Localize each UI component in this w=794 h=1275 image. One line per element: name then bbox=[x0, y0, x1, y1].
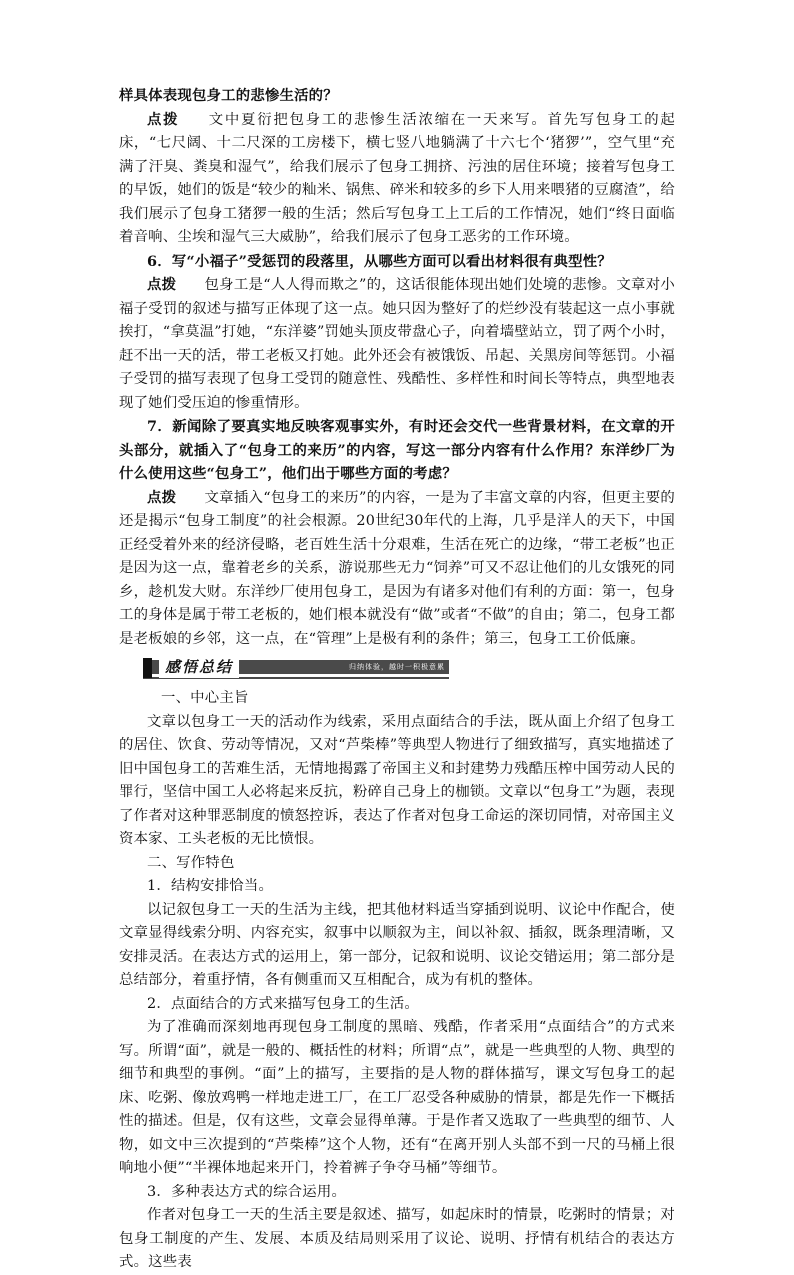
banner-subtitle: 归纳体验，越时一积极意累 bbox=[349, 663, 445, 671]
answer-5-text: 文中夏衍把包身工的悲惨生活浓缩在一天来写。首先写包身工的起床，“七尺阔、十二尺深的工房楼下，横七竖八地躺满了十六七个‘猪猡’”，空气里“充满了汗臭、粪臭和湿气”，给我们展示了包身工拥挤、污浊的居住环境；接着写包身工的早饭，她们的饭是“较少的籼米、锅焦、碎米和较多的乡下人用来喂猪的豆腐渣”，给我们展示了包身工猪猡一般的生活；然后写包身工上工后的工作情况，她们“终日面临着音响、尘埃和湿气三大威胁”，给我们展示了包身工恶劣的工作环境。 bbox=[119, 111, 675, 245]
answer-5 bbox=[119, 108, 675, 250]
feature-2-text: 为了准确而深刻地再现包身工制度的黑暗、残酷，作者采用“点面结合”的方式来写。所谓“面”，就是一般的、概括性的材料；所谓“点”，就是一些典型的人物、典型的细节和典型的事例。“面”上的描写，主要指的是人物的群体描写，课文写包身工的起床、吃粥、像放鸡鸭一样地走进工厂，在工厂忍受各种威胁的情景，都是先作一下概括性的描述。但是，仅有这些，文章会显得单薄。于是作者又选取了一些典型的细节、人物，如文中三次提到的“芦柴棒”这个人物，还有“在离开别人头部不到一尺的马桶上很响地小便”“半裸体地起来开门，拎着裤子争夺马桶”等细节。 bbox=[119, 1019, 675, 1176]
feature-1-heading: 1．结构安排恰当。 bbox=[147, 878, 274, 894]
heading-writing-features: 二、写作特色 bbox=[147, 854, 235, 871]
banner-title: 感悟总结 bbox=[159, 656, 239, 678]
heading-main-idea: 一、中心主旨 bbox=[161, 690, 249, 706]
answer-7-text: 文章插入“包身工的来历”的内容，一是为了丰富文章的内容，但更主要的还是揭示“包身工制度”的社会根源。20世纪30年代的上海，几乎是洋人的天下，中国正经受着外来的经济侵略，老百姓生活十分艰难，生活在死亡的边缘，“带工老板”也正是因为这一点，靠着老乡的关系，游说那些无力“饲养”可又不忍让他们的儿女饿死的同乡，趁机发大财。东洋纱厂使用包身工，是因为有诸多对他们有利的方面：第一，包身工的身体是属于带工老板的，她们根本就没有“做”或者“不做”的自由；第二，包身工都是老板娘的乡邻，这一点，在“管理”上是极有利的条件；第三，包身工工价低廉。 bbox=[119, 489, 675, 647]
answer-7 bbox=[119, 486, 675, 652]
feature-2-heading: 2．点面结合的方式来描写包身工的生活。 bbox=[147, 995, 419, 1012]
hint-tag: 点拨 bbox=[147, 276, 177, 293]
main-idea-text: 文章以包身工一天的活动作为线索，采用点面结合的手法，既从面上介绍了包身工的居住、饮食、劳动等情况，又对“芦柴棒”等典型人物进行了细致描写，真实地描述了旧中国包身工的苦难生活，无情地揭露了帝国主义和封建势力残酷压榨中国劳动人民的罪行，坚信中国工人必将起来反抗，粉碎自己身上的枷锁。文章以“包身工”为题，表现了作者对这种罪恶制度的愤怒控诉，表达了作者对包身工命运的深切同情，对帝国主义资本家、工头老板的无比愤恨。 bbox=[119, 713, 675, 847]
document-page bbox=[119, 84, 675, 1275]
answer-6 bbox=[119, 273, 675, 415]
hint-tag: 点拨 bbox=[147, 488, 177, 506]
question-7: 7．新闻除了要真实地反映客观事实外，有时还会交代一些背景材料，在文章的开头部分，就插入了“包身工的来历”的内容，写这一部分内容有什么作用？东洋纱厂为什么使用这些“包身工”，他们出于哪些方面的考虑？ bbox=[119, 418, 675, 482]
question-6: 6．写“小福子”受惩罚的段落里，从哪些方面可以看出材料很有典型性？ bbox=[147, 252, 612, 270]
section-banner bbox=[143, 655, 449, 685]
hint-tag: 点拨 bbox=[147, 110, 180, 128]
answer-6-text: 包身工是“人人得而欺之”的，这话很能体现出她们处境的悲惨。文章对小福子受罚的叙述与描写正体现了这一点。她只因为整好了的烂纱没有装起这一点小事就挨打，“拿莫温”打她，“东洋婆”罚她头顶皮带盘心子，向着墙壁站立，罚了两个小时，赶不出一天的活，带工老板又打她。此外还会有被饿饭、吊起、关黑房间等惩罚。小福子受罚的描写表现了包身工受罚的随意性、残酷性、多样性和时间长等特点，典型地表现了她们受压迫的惨重情形。 bbox=[119, 277, 675, 411]
question-5-tail: 样具体表现包身工的悲惨生活的？ bbox=[119, 87, 338, 104]
feature-3-heading: 3．多种表达方式的综合运用。 bbox=[147, 1183, 347, 1200]
feature-1-text: 以记叙包身工一天的生活为主线，把其他材料适当穿插到说明、议论中作配合，使文章显得线索分明、内容充实，叙事中以顺叙为主，间以补叙、插叙，既条理清晰，又安排灵活。在表达方式的运用上，第一部分，记叙和说明、议论交错运用；第二部分是总结部分，着重抒情，各有侧重而又互相配合，成为有机的整体。 bbox=[119, 901, 675, 988]
feature-3-text: 作者对包身工一天的生活主要是叙述、描写，如起床时的情景，吃粥时的情景；对包身工制度的产生、发展、本质及结局则采用了议论、说明、抒情有机结合的表达方式。这些表 bbox=[119, 1207, 675, 1270]
banner-marker bbox=[143, 658, 152, 678]
